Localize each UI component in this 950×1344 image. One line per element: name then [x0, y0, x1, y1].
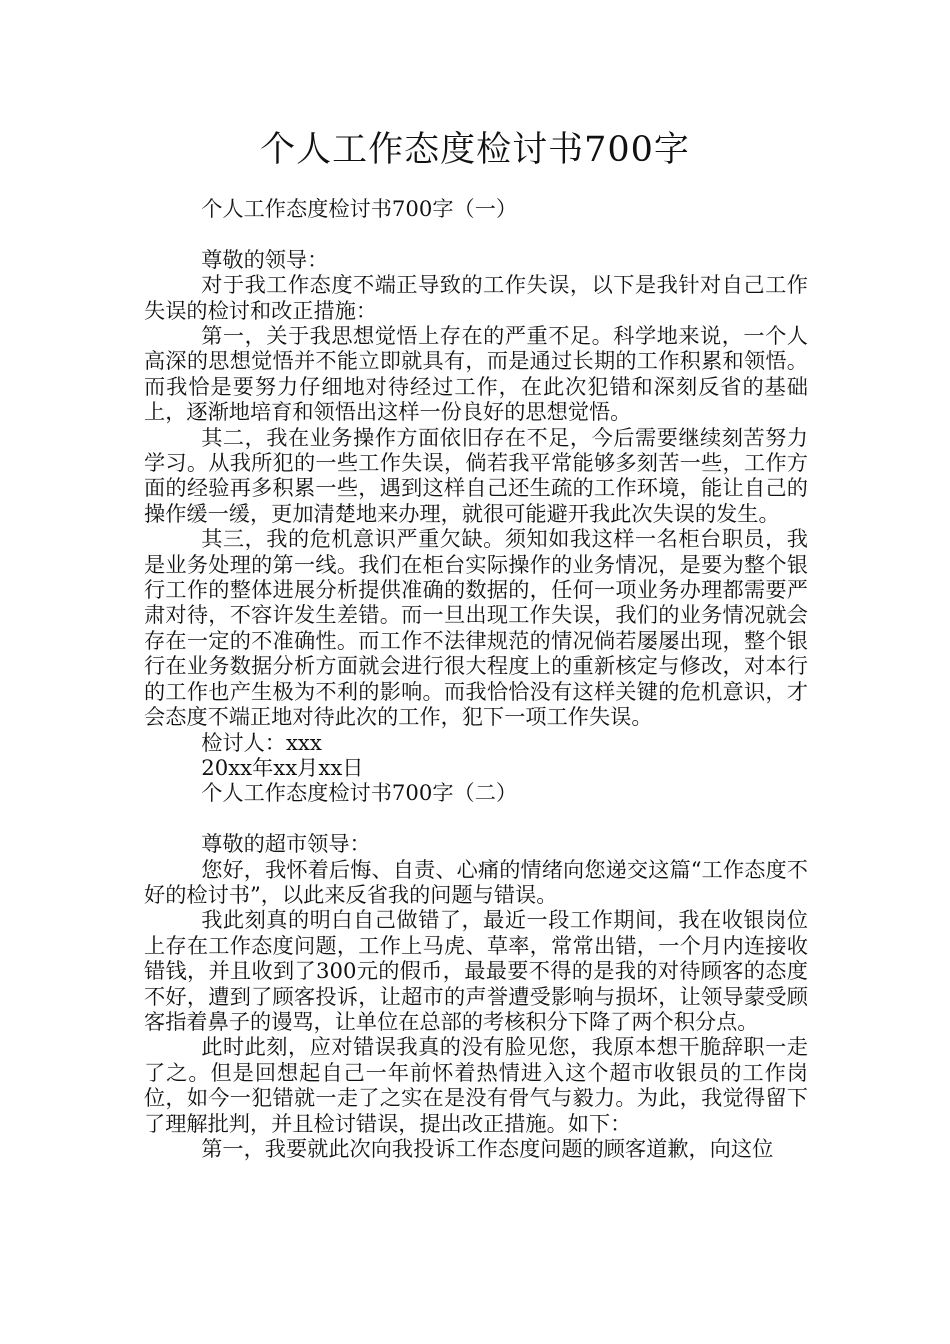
blank-line [144, 806, 808, 831]
paragraph: 第一，关于我思想觉悟上存在的严重不足。科学地来说，一个人高深的思想觉悟并不能立即就具有，而是通过长期的工作积累和领悟。而我恰是要努力仔细地对待经过工作，在此次犯错和深刻反省的基础上，逐渐地培育和领悟出这样一份良好的思想觉悟。 [144, 323, 808, 425]
date-line: 20xx年xx月xx日 [201, 754, 364, 780]
paragraph: 第一，我要就此次向我投诉工作态度问题的顾客道歉，向这位 [201, 1136, 774, 1161]
salutation: 尊敬的超市领导： [201, 831, 371, 857]
document-title: 个人工作态度检讨书700字 [260, 130, 690, 170]
paragraph: 我此刻真的明白自己做错了，最近一段工作期间，我在收银岗位上存在工作态度问题，工作上马虎、草率，常常出错，一个月内连接收错钱，并且收到了300元的假币，最最要不得的是我的对待顾客的态度不好，遭到了顾客投诉，让超市的声誉遭受影响与损坏，让领导蒙受顾客指着鼻子的谩骂，让单位在总部的考核积分下降了两个积分点。 [144, 907, 808, 1034]
document-body [144, 196, 808, 1161]
paragraph: 其三，我的危机意识严重欠缺。须知如我这样一名柜台职员，我是业务处理的第一线。我们在柜台实际操作的业务情况，是要为整个银行工作的整体进展分析提供准确的数据的，任何一项业务办理都需要严肃对待，不容许发生差错。而一旦出现工作失误，我们的业务情况就会存在一定的不准确性。而工作不法律规范的情况倘若屡屡出现，整个银行在业务数据分析方面就会进行很大程度上的重新核定与修改，对本行的工作也产生极为不利的影响。而我恰恰没有这样关键的危机意识，才会态度不端正地对待此次的工作，犯下一项工作失误。 [144, 526, 808, 730]
blank-line [144, 221, 808, 246]
salutation: 尊敬的领导： [201, 246, 329, 272]
section-heading: 个人工作态度检讨书700字（一） [201, 196, 518, 221]
signer-line: 检讨人：xxx [201, 729, 322, 755]
paragraph: 其二，我在业务操作方面依旧存在不足，今后需要继续刻苦努力学习。从我所犯的一些工作失误，倘若我平常能够多刻苦一些，工作方面的经验再多积累一些，遇到这样自己还生疏的工作环境，能让自己的操作缓一缓，更加清楚地来办理，就很可能避开我此次失误的发生。 [144, 424, 808, 526]
paragraph: 您好，我怀着后悔、自责、心痛的情绪向您递交这篇“工作态度不好的检讨书”，以此来反省我的问题与错误。 [144, 856, 808, 907]
section-heading: 个人工作态度检讨书700字（二） [201, 780, 518, 806]
paragraph: 此时此刻，应对错误我真的没有脸见您，我原本想干脆辞职一走了之。但是回想起自己一年前怀着热情进入这个超市收银员的工作岗位，如今一犯错就一走了之实在是没有骨气与毅力。为此，我觉得留下了理解批判，并且检讨错误，提出改正措施。如下： [144, 1034, 808, 1136]
paragraph: 对于我工作态度不端正导致的工作失误，以下是我针对自己工作失误的检讨和改正措施： [144, 272, 808, 323]
